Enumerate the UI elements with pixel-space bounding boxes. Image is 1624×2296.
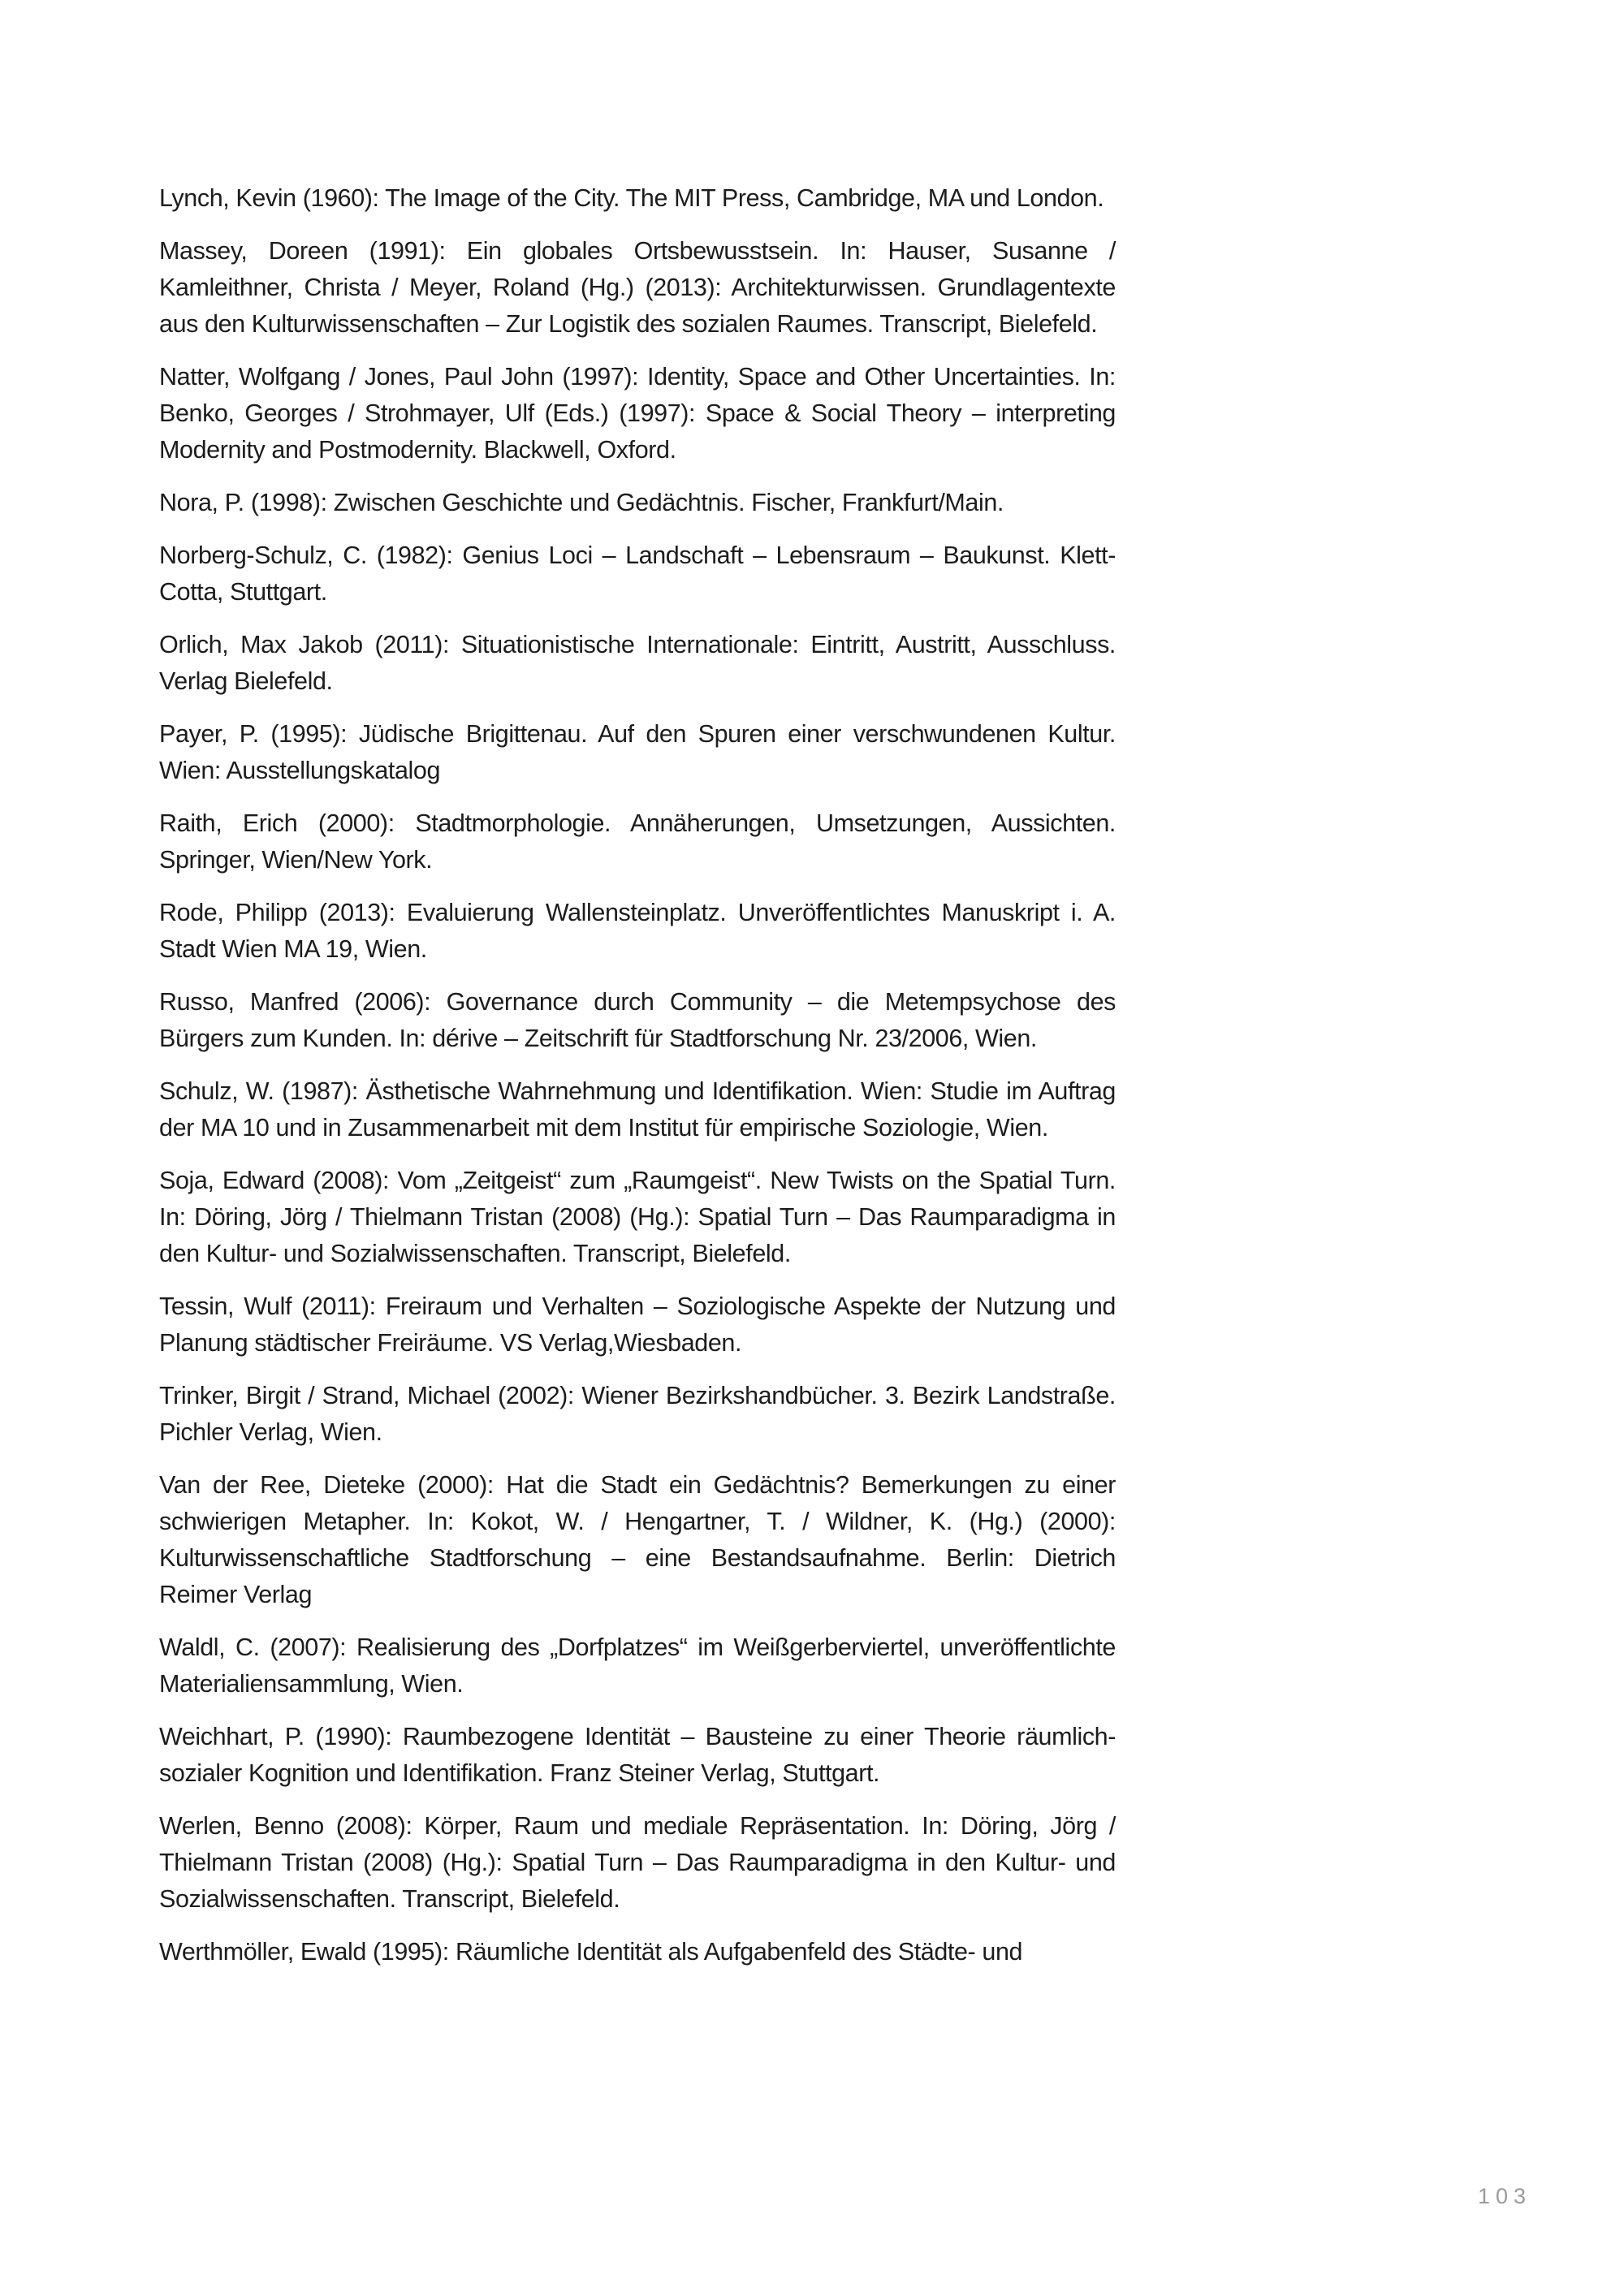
- reference-entry: Werthmöller, Ewald (1995): Räumliche Identität als Aufgabenfeld des Städte- und: [159, 1938, 1023, 1966]
- reference-entry: Schulz, W. (1987): Ästhetische Wahrnehmung und Identifikation. Wien: Studie im Auftrag der MA 10 und in Zusammenarbeit mit dem Institut für empirische Soziologie, Wien.: [159, 1077, 1116, 1142]
- reference-entry: Waldl, C. (2007): Realisierung des „Dorfplatzes“ im Weißgerberviertel, unveröffentlichte Materialiensammlung, Wien.: [159, 1634, 1116, 1698]
- reference-entry: Rode, Philipp (2013): Evaluierung Wallensteinplatz. Unveröffentlichtes Manuskript i. A. Stadt Wien MA 19, Wien.: [159, 899, 1116, 963]
- reference-entry: Tessin, Wulf (2011): Freiraum und Verhalten – Soziologische Aspekte der Nutzung und Planung städtischer Freiräume. VS Verlag,Wiesbaden.: [159, 1293, 1116, 1357]
- reference-entry: Norberg-Schulz, C. (1982): Genius Loci – Landschaft – Lebensraum – Baukunst. Klett-Cotta, Stuttgart.: [159, 542, 1116, 606]
- reference-entry: Orlich, Max Jakob (2011): Situationistische Internationale: Eintritt, Austritt, Ausschluss. Verlag Bielefeld.: [159, 631, 1116, 695]
- reference-entry: Weichhart, P. (1990): Raumbezogene Identität – Bausteine zu einer Theorie räumlich-sozialer Kognition und Identifikation. Franz Steiner Verlag, Stuttgart.: [159, 1723, 1116, 1787]
- reference-entry: Massey, Doreen (1991): Ein globales Ortsbewusstsein. In: Hauser, Susanne / Kamleithner, Christa / Meyer, Roland (Hg.) (2013): Architekturwissen. Grundlagentexte aus den Kulturwissenschaften – Zur Logistik des sozialen Raumes. Transcript, Bielefeld.: [159, 237, 1116, 338]
- reference-entry: Nora, P. (1998): Zwischen Geschichte und Gedächtnis. Fischer, Frankfurt/Main.: [159, 489, 1004, 516]
- reference-entry: Soja, Edward (2008): Vom „Zeitgeist“ zum „Raumgeist“. New Twists on the Spatial Turn. In: Döring, Jörg / Thielmann Tristan (2008) (Hg.): Spatial Turn – Das Raumparadigma in den Kultur- und Sozialwissenschaften. Transcript, Bielefeld.: [159, 1167, 1116, 1267]
- reference-entry: Payer, P. (1995): Jüdische Brigittenau. Auf den Spuren einer verschwundenen Kultur. Wien: Ausstellungskatalog: [159, 720, 1116, 784]
- reference-list: [159, 180, 1116, 1987]
- reference-entry: Trinker, Birgit / Strand, Michael (2002): Wiener Bezirkshandbücher. 3. Bezirk Landstraße. Pichler Verlag, Wien.: [159, 1382, 1116, 1446]
- reference-entry: Raith, Erich (2000): Stadtmorphologie. Annäherungen, Umsetzungen, Aussichten. Springer, Wien/New York.: [159, 809, 1116, 874]
- page-number: 103: [1477, 2184, 1531, 2208]
- reference-entry: Werlen, Benno (2008): Körper, Raum und mediale Repräsentation. In: Döring, Jörg / Thielmann Tristan (2008) (Hg.): Spatial Turn – Das Raumparadigma in den Kultur- und Sozialwissenschaften. Transcript, Bielefeld.: [159, 1812, 1116, 1913]
- reference-entry: Lynch, Kevin (1960): The Image of the City. The MIT Press, Cambridge, MA und London.: [159, 184, 1104, 212]
- reference-entry: Van der Ree, Dieteke (2000): Hat die Stadt ein Gedächtnis? Bemerkungen zu einer schwierigen Metapher. In: Kokot, W. / Hengartner, T. / Wildner, K. (Hg.) (2000): Kulturwissenschaftliche Stadtforschung – eine Bestandsaufnahme. Berlin: Dietrich Reimer Verlag: [159, 1471, 1116, 1608]
- reference-entry: Natter, Wolfgang / Jones, Paul John (1997): Identity, Space and Other Uncertainties. In: Benko, Georges / Strohmayer, Ulf (Eds.) (1997): Space & Social Theory – interpreting Modernity and Postmodernity. Blackwell, Oxford.: [159, 363, 1116, 464]
- reference-entry: Russo, Manfred (2006): Governance durch Community – die Metempsychose des Bürgers zum Kunden. In: dérive – Zeitschrift für Stadtforschung Nr. 23/2006, Wien.: [159, 988, 1116, 1052]
